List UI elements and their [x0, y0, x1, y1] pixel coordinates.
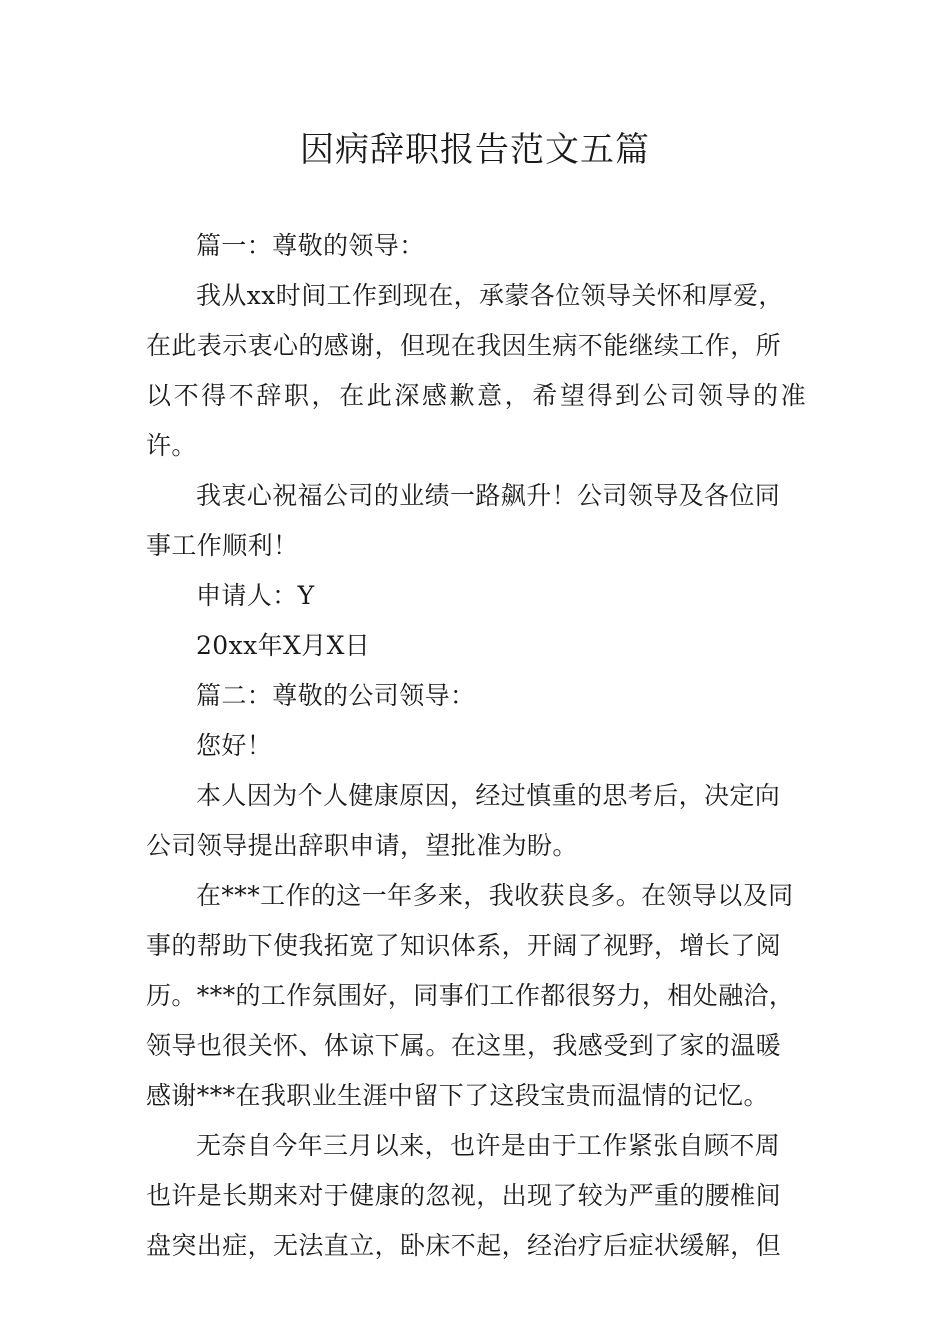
paragraph	[146, 771, 806, 871]
text-line: 20xx年X月X日	[196, 631, 371, 660]
text-line: 篇一：尊敬的领导：	[196, 231, 425, 260]
text-line: 篇二：尊敬的公司领导：	[196, 681, 476, 710]
text-line: 无奈自今年三月以来，也许是由于工作紧张自顾不周	[196, 1131, 781, 1160]
text-line: 事的帮助下使我拓宽了知识体系，开阔了视野，增长了阅	[146, 931, 782, 960]
paragraph	[146, 871, 806, 1121]
paragraph	[146, 221, 806, 271]
text-line: 在此表示衷心的感谢，但现在我因生病不能继续工作，所	[146, 331, 782, 360]
paragraph	[146, 721, 806, 771]
text-line: 我衷心祝福公司的业绩一路飙升！公司领导及各位同	[196, 481, 781, 510]
paragraph	[146, 671, 806, 721]
text-line: 事工作顺利！	[146, 531, 299, 560]
paragraph	[146, 271, 806, 471]
document-body	[146, 221, 806, 1271]
text-line: 在***工作的这一年多来，我收获良多。在领导以及同	[196, 881, 794, 910]
text-line: 盘突出症，无法直立，卧床不起，经治疗后症状缓解，但	[146, 1231, 782, 1260]
document-title: 因病辞职报告范文五篇	[300, 130, 650, 170]
text-line: 感谢***在我职业生涯中留下了这段宝贵而温情的记忆。	[146, 1081, 769, 1110]
text-line: 领导也很关怀、体谅下属。在这里，我感受到了家的温暖	[146, 1031, 782, 1060]
paragraph	[146, 571, 806, 621]
text-line: 我从xx时间工作到现在，承蒙各位领导关怀和厚爱，	[196, 281, 784, 310]
text-line: 历。***的工作氛围好，同事们工作都很努力，相处融洽，	[146, 981, 795, 1010]
paragraph	[146, 471, 806, 571]
text-line: 本人因为个人健康原因，经过慎重的思考后，决定向	[196, 781, 781, 810]
paragraph	[146, 1121, 806, 1271]
paragraph	[146, 621, 806, 671]
text-line: 以不得不辞职，在此深感歉意，希望得到公司领导的准许。	[146, 381, 806, 460]
text-line: 公司领导提出辞职申请，望批准为盼。	[146, 831, 578, 860]
text-line: 也许是长期来对于健康的忽视，出现了较为严重的腰椎间	[146, 1181, 782, 1210]
text-line: 您好！	[196, 731, 273, 760]
text-line: 申请人：Y	[196, 581, 315, 610]
